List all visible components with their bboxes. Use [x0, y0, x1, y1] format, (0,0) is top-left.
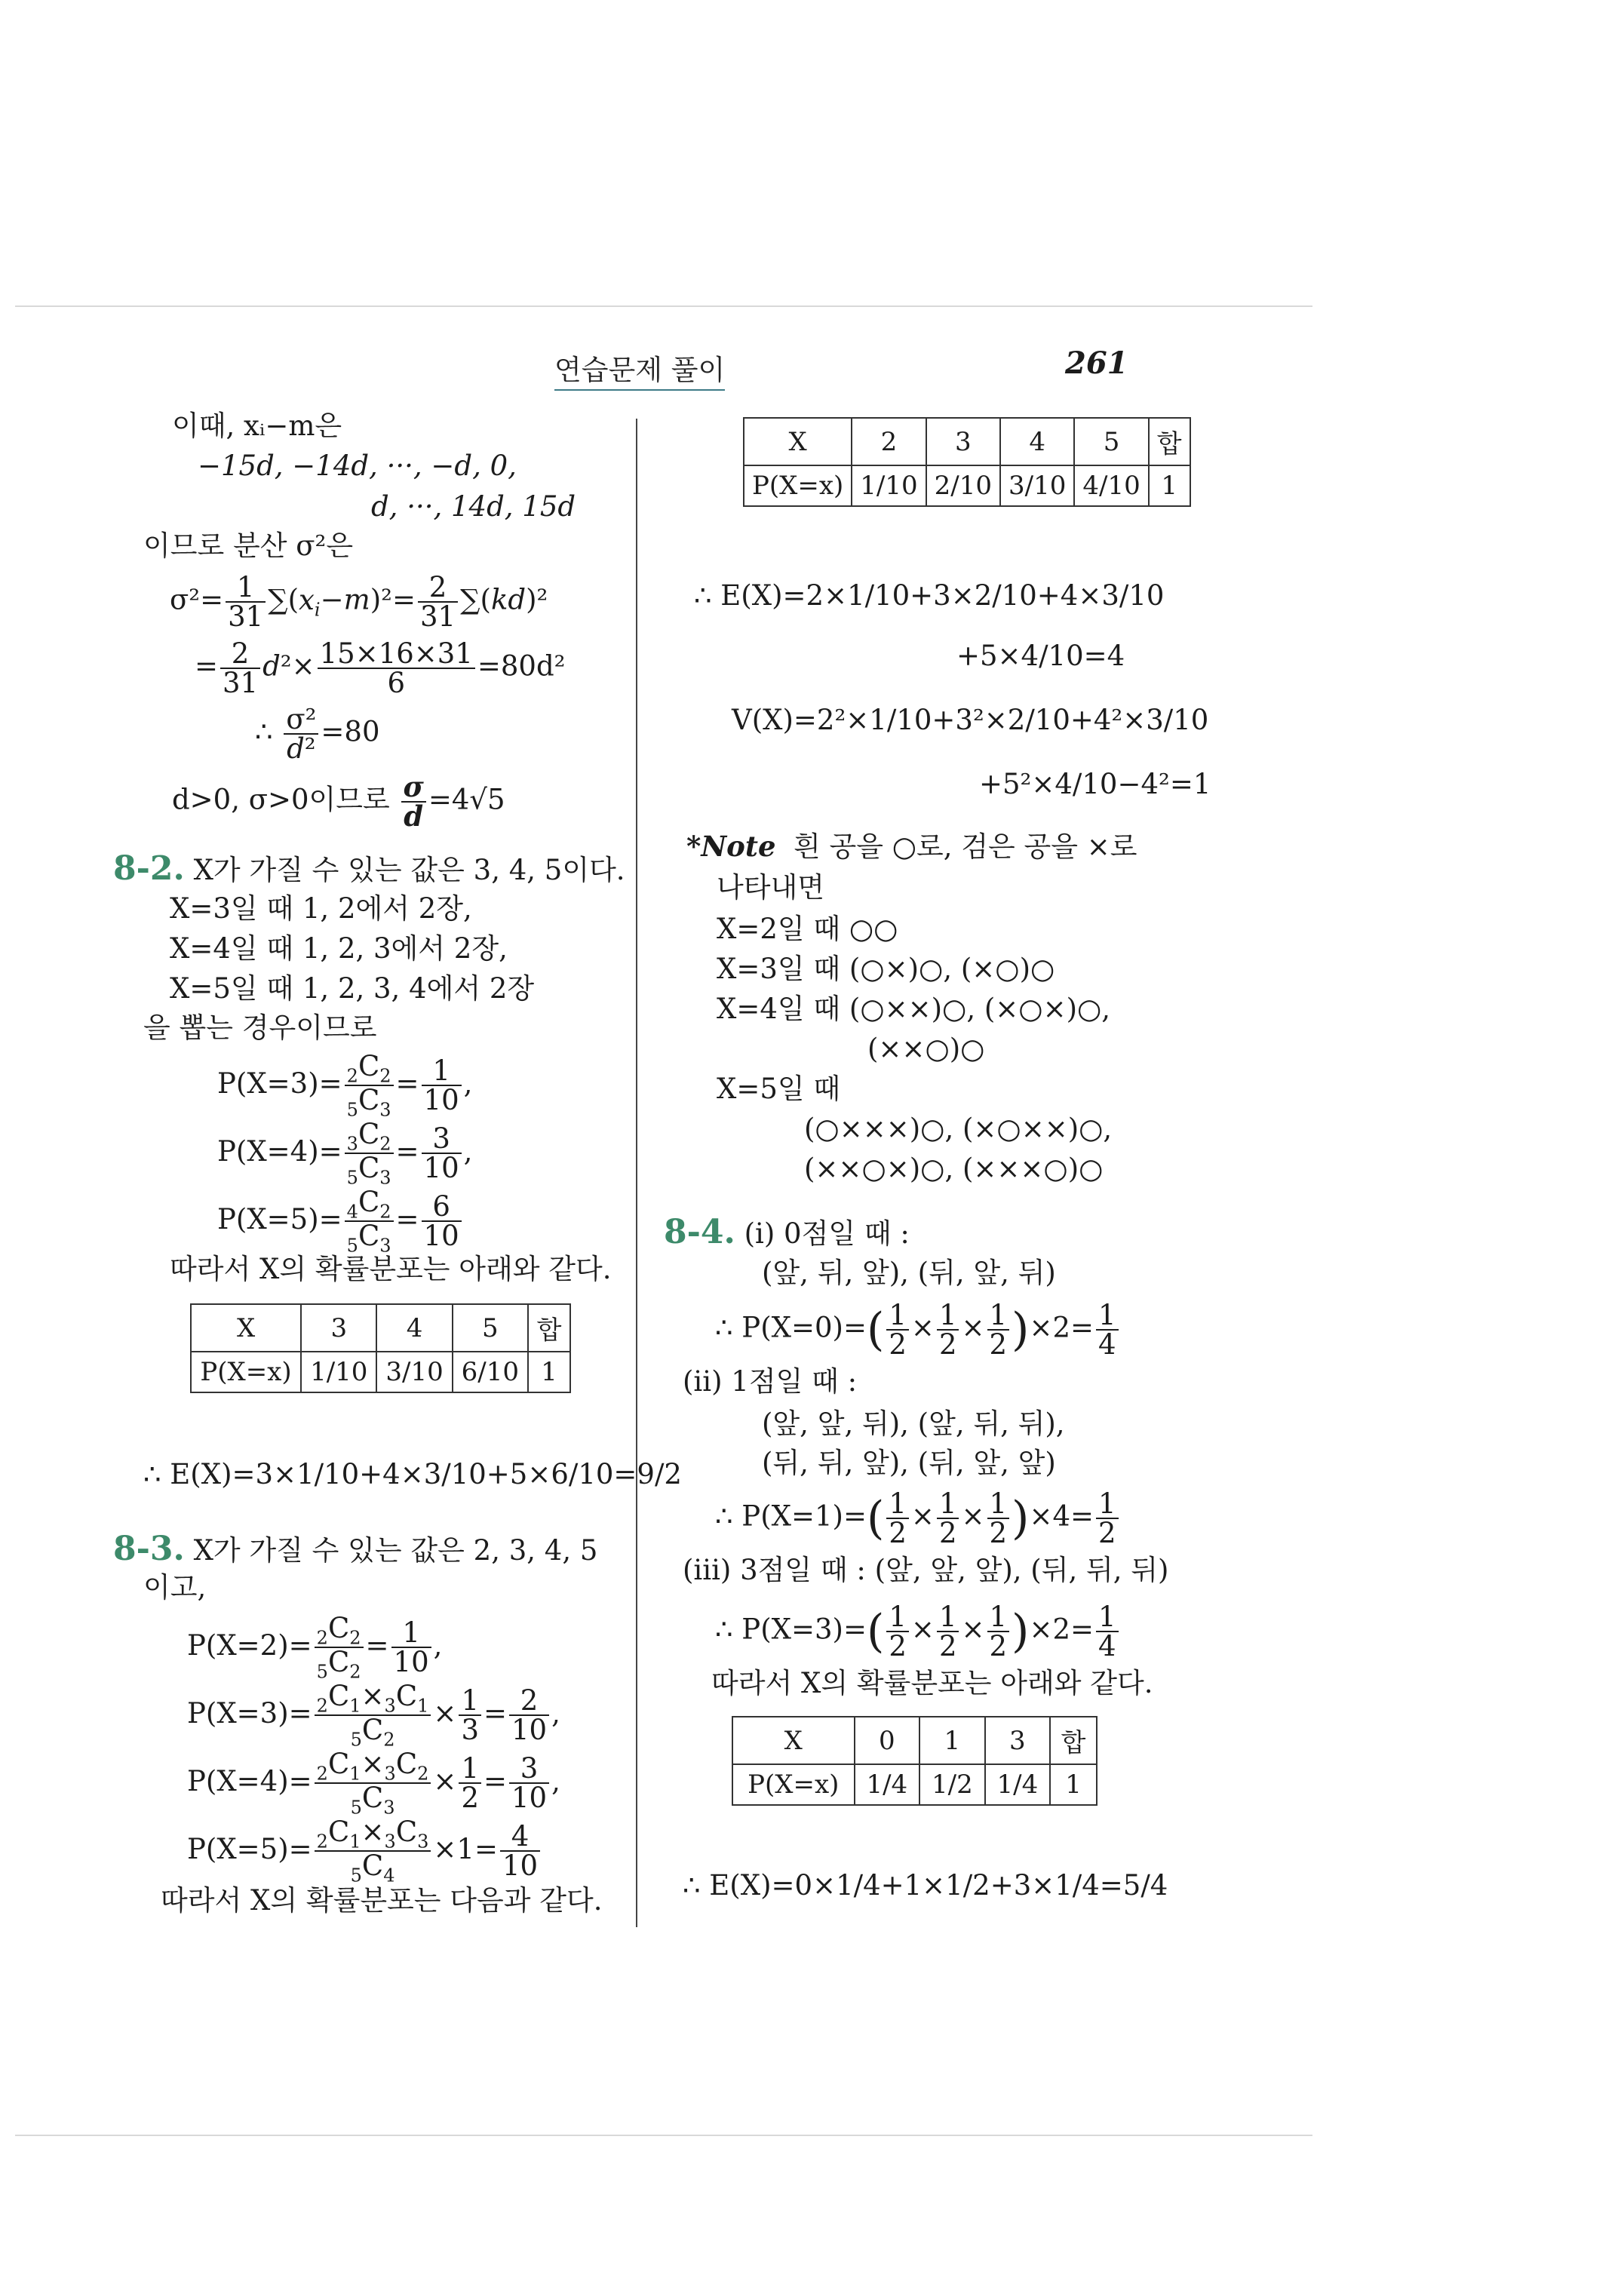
case-line: X=3일 때 1, 2에서 2장, — [170, 892, 472, 925]
deviations-line-1: −15d, −14d, ···, −d, 0, — [198, 450, 517, 482]
top-rule — [15, 305, 1312, 307]
table-row — [732, 1717, 1097, 1764]
fraction: $\frac{1}{2}$ — [886, 1603, 909, 1660]
ratio-line: ∴ $\frac{\text{σ²}}{\text{d²}}$ =80 — [255, 703, 380, 765]
case-outcomes: (뒤, 뒤, 앞), (뒤, 앞, 앞) — [762, 1447, 1056, 1479]
problem-text: X가 가질 수 있는 값은 3, 4, 5이다. — [193, 854, 625, 886]
fraction: $\frac{\text{σ²}}{\text{d²}}$ — [284, 705, 318, 763]
table-cell: 3/10 — [1000, 465, 1074, 506]
note-case: X=2일 때 ○○ — [717, 913, 898, 945]
problem-text: X가 가질 수 있는 값은 2, 3, 4, 5 — [193, 1534, 598, 1567]
fraction: $\frac{1}{10}$ — [391, 1619, 431, 1676]
variance-result: =80d² — [477, 649, 566, 683]
fraction: $\frac{1}{2}$ — [1096, 1490, 1119, 1547]
variance-line-2: +5²×4/10−4²=1 — [979, 768, 1211, 800]
note-text-cont: 나타내면 — [717, 871, 824, 904]
table-cell: 1/10 — [852, 465, 926, 506]
variance-formula-2: = $\frac{2}{31}$ d²× $\frac{15\times 16\times 31}{6}$ =80d² — [195, 637, 566, 699]
fraction: $\frac{1}{2}$ — [886, 1301, 909, 1358]
table-cell: X — [744, 418, 852, 465]
expectation-line-2: +5×4/10=4 — [956, 640, 1125, 672]
fraction: $\frac{1}{2}$ — [937, 1603, 959, 1660]
fraction: $\frac{2}{31}$ — [418, 573, 458, 631]
table-row — [191, 1352, 570, 1392]
problem-8-2-heading — [113, 851, 625, 887]
fraction: $\frac{_2C_2}{_5C_2}$ — [315, 1614, 364, 1681]
note-case: X=3일 때 (○×)○, (×○)○ — [717, 953, 1055, 985]
case-result: ∴ P(X=3)=( $\frac{1}{2}$ × $\frac{1}{2}$ × $\frac{1}{2}$ )×2= $\frac{1}{4}$ — [715, 1603, 1121, 1660]
fraction: $\frac{2}{10}$ — [509, 1687, 549, 1744]
variance-line-1: V(X)=2²×1/10+3²×2/10+4²×3/10 — [732, 704, 1209, 736]
table-row — [744, 465, 1190, 506]
condition-result: =4√5 — [428, 783, 505, 816]
variance-lhs: σ²= — [170, 583, 224, 616]
expectation-8-4: ∴ E(X)=0×1/4+1×1/2+3×1/4=5/4 — [683, 1869, 1168, 1902]
fraction: $\frac{1}{2}$ — [987, 1490, 1010, 1547]
note-case: X=5일 때 — [717, 1073, 841, 1105]
note-case: (××○)○ — [867, 1033, 985, 1065]
table-cell: P(X=x) — [191, 1352, 301, 1392]
table-cell: P(X=x) — [732, 1764, 855, 1805]
table-cell: 합 — [528, 1304, 570, 1352]
fraction: $\frac{\sigma}{d}$ — [401, 773, 426, 830]
prob-label: P(X=4)= — [187, 1764, 312, 1797]
table-cell: 4 — [376, 1304, 452, 1352]
problem-number: 8-3. — [113, 1530, 185, 1568]
table-cell: 합 — [1149, 418, 1190, 465]
fraction: $\frac{1}{10}$ — [422, 1057, 462, 1114]
note-case: (××○×)○, (×××○)○ — [804, 1153, 1104, 1185]
ratio-result: =80 — [321, 715, 380, 748]
case-result: ∴ P(X=1)=( $\frac{1}{2}$ × $\frac{1}{2}$ × $\frac{1}{2}$ )×4= $\frac{1}{2}$ — [715, 1490, 1121, 1547]
fraction: $\frac{_2C_1\times_3C_2}{_5C_3}$ — [315, 1750, 431, 1817]
table-row — [191, 1304, 570, 1352]
note-label: *Note — [686, 830, 776, 863]
conclusion-line: 따라서 X의 확률분포는 다음과 같다. — [161, 1884, 603, 1917]
case-line: X=4일 때 1, 2, 3에서 2장, — [170, 932, 508, 965]
fraction: $\frac{1}{4}$ — [1096, 1603, 1119, 1660]
fraction: $\frac{6}{10}$ — [422, 1193, 462, 1250]
table-cell: X — [191, 1304, 301, 1352]
table-cell: 5 — [1074, 418, 1148, 465]
note-text: 흰 공을 ○로, 검은 공을 ×로 — [794, 830, 1137, 863]
table-row — [732, 1764, 1097, 1805]
deviations-line-2: d, ···, 14d, 15d — [371, 490, 576, 523]
intro-line: 이때, xᵢ−m은 — [172, 410, 342, 442]
table-cell: 2 — [852, 418, 926, 465]
prob-label: P(X=4)= — [217, 1134, 342, 1168]
prob-label: P(X=3)= — [187, 1696, 312, 1730]
prob-line: P(X=4)= $\frac{_2C_1\times_3C_2}{_5C_3}$ × $\frac{1}{2}$ = $\frac{3}{10}$ , — [187, 1748, 560, 1819]
fraction: $\frac{1}{2}$ — [937, 1301, 959, 1358]
condition-line — [172, 770, 505, 833]
table-cell: 4 — [1000, 418, 1074, 465]
table-cell: 1 — [528, 1352, 570, 1392]
note-case: (○×××)○, (×○××)○, — [804, 1113, 1113, 1145]
case-line: X=5일 때 1, 2, 3, 4에서 2장 — [170, 972, 535, 1005]
variance-formula-1: σ²= $\frac{1}{31}$ $\sum(x_i-m)^2=$ $\frac{2}{31}$ ∑(kd)² — [170, 571, 548, 633]
fraction: $\frac{1}{3}$ — [459, 1687, 481, 1744]
case-conclusion: 을 뽑는 경우이므로 — [143, 1011, 377, 1044]
fraction: $\frac{1}{2}$ — [937, 1490, 959, 1547]
table-cell: 1 — [1050, 1764, 1097, 1805]
result-label: ∴ P(X=1)= — [715, 1500, 867, 1533]
table-cell: 1/4 — [985, 1764, 1051, 1805]
fraction: $\frac{1}{2}$ — [459, 1754, 481, 1812]
condition-text: d>0, σ>0이므로 — [172, 783, 390, 816]
prob-line: P(X=5)= $\frac{_2C_1\times_3C_3}{_5C_4}$ ×1= $\frac{4}{10}$ — [187, 1818, 542, 1885]
note-case: X=4일 때 (○××)○, (×○×)○, — [717, 993, 1111, 1025]
problem-8-4-heading — [664, 1214, 910, 1251]
page-number: 261 — [1065, 345, 1128, 381]
conclusion-line: 따라서 X의 확률분포는 아래와 같다. — [170, 1253, 612, 1285]
fraction: $\frac{2}{31}$ — [220, 640, 260, 697]
prob-label: P(X=2)= — [187, 1628, 312, 1662]
fraction: $\frac{1}{2}$ — [987, 1301, 1010, 1358]
expectation-line-1: ∴ E(X)=2×1/10+3×2/10+4×3/10 — [694, 579, 1165, 612]
fraction: $\frac{4}{10}$ — [500, 1822, 540, 1880]
conclusion-line: 따라서 X의 확률분포는 아래와 같다. — [711, 1667, 1153, 1699]
table-cell: 2/10 — [926, 465, 1000, 506]
table-cell: 1 — [919, 1717, 985, 1764]
table-cell: X — [732, 1717, 855, 1764]
table-cell: 3/10 — [376, 1352, 452, 1392]
prob-line: P(X=4)= $\frac{_3C_2}{_5C_3}$ = $\frac{3}{10}$ , — [217, 1118, 473, 1189]
case-label: (iii) 3점일 때 : (앞, 앞, 앞), (뒤, 뒤, 뒤) — [683, 1554, 1169, 1586]
fraction: $\frac{_4C_2}{_5C_3}$ — [345, 1188, 394, 1255]
case-label: (ii) 1점일 때 : — [683, 1365, 858, 1398]
note-line — [686, 831, 1137, 863]
case-label: (i) 0점일 때 : — [744, 1217, 910, 1250]
fraction: $\frac{15\times 16\times 31}{6}$ — [318, 640, 475, 697]
column-divider — [636, 419, 637, 1927]
table-cell: P(X=x) — [744, 465, 852, 506]
fraction: $\frac{1}{4}$ — [1096, 1301, 1119, 1358]
table-cell: 합 — [1050, 1717, 1097, 1764]
table-cell: 1/4 — [855, 1764, 920, 1805]
prob-line: P(X=3)= $\frac{_2C_1\times_3C_1}{_5C_2}$ × $\frac{1}{3}$ = $\frac{2}{10}$ , — [187, 1680, 560, 1751]
fraction: $\frac{3}{10}$ — [422, 1125, 462, 1182]
fraction: $\frac{_3C_2}{_5C_3}$ — [345, 1120, 394, 1187]
table-cell: 1 — [1149, 465, 1190, 506]
case-outcomes: (앞, 뒤, 앞), (뒤, 앞, 뒤) — [762, 1257, 1056, 1289]
probability-table-8-4 — [732, 1716, 1098, 1806]
table-cell: 5 — [453, 1304, 528, 1352]
table-cell: 0 — [855, 1717, 920, 1764]
expectation-8-2: ∴ E(X)=3×1/10+4×3/10+5×6/10=9/2 — [143, 1458, 682, 1490]
fraction: $\frac{3}{10}$ — [509, 1754, 549, 1812]
table-cell: 3 — [926, 418, 1000, 465]
table-cell: 6/10 — [453, 1352, 528, 1392]
variance-intro: 이므로 분산 σ²은 — [143, 530, 354, 562]
probability-table-8-2 — [190, 1303, 571, 1393]
fraction: $\frac{1}{2}$ — [886, 1490, 909, 1547]
fraction: $\frac{_2C_1\times_3C_1}{_5C_2}$ — [315, 1682, 431, 1749]
probability-table-8-3 — [743, 417, 1191, 507]
fraction: $\frac{_2C_2}{_5C_3}$ — [345, 1052, 394, 1119]
fraction: $\frac{_2C_1\times_3C_3}{_5C_4}$ — [315, 1818, 431, 1885]
page-header-title: 연습문제 풀이 — [554, 347, 725, 391]
prob-line: P(X=3)= $\frac{_2C_2}{_5C_3}$ = $\frac{1}{10}$ , — [217, 1050, 473, 1121]
table-cell: 1/10 — [301, 1352, 376, 1392]
problem-number: 8-4. — [664, 1213, 735, 1251]
problem-number: 8-2. — [113, 849, 185, 888]
prob-label: P(X=5)= — [187, 1832, 312, 1865]
table-cell: 1/2 — [919, 1764, 985, 1805]
problem-text-cont: 이고, — [143, 1571, 207, 1604]
prob-label: P(X=3)= — [217, 1067, 342, 1100]
table-cell: 3 — [985, 1717, 1051, 1764]
fraction: $\frac{1}{2}$ — [987, 1603, 1010, 1660]
result-label: ∴ P(X=3)= — [715, 1613, 867, 1646]
prob-label: P(X=5)= — [217, 1202, 342, 1236]
table-row — [744, 418, 1190, 465]
prob-line: P(X=5)= $\frac{_4C_2}{_5C_3}$ = $\frac{6}{10}$ — [217, 1188, 464, 1255]
table-cell: 3 — [301, 1304, 376, 1352]
result-label: ∴ P(X=0)= — [715, 1311, 867, 1344]
problem-8-3-heading — [113, 1531, 597, 1567]
table-cell: 4/10 — [1074, 465, 1148, 506]
case-outcomes: (앞, 앞, 뒤), (앞, 뒤, 뒤), — [762, 1407, 1065, 1440]
case-result: ∴ P(X=0)=( $\frac{1}{2}$ × $\frac{1}{2}$ × $\frac{1}{2}$ )×2= $\frac{1}{4}$ — [715, 1301, 1121, 1358]
fraction: $\frac{1}{31}$ — [226, 573, 266, 631]
bottom-rule — [15, 2135, 1312, 2136]
prob-line: P(X=2)= $\frac{_2C_2}{_5C_2}$ = $\frac{1}{10}$ , — [187, 1612, 443, 1683]
